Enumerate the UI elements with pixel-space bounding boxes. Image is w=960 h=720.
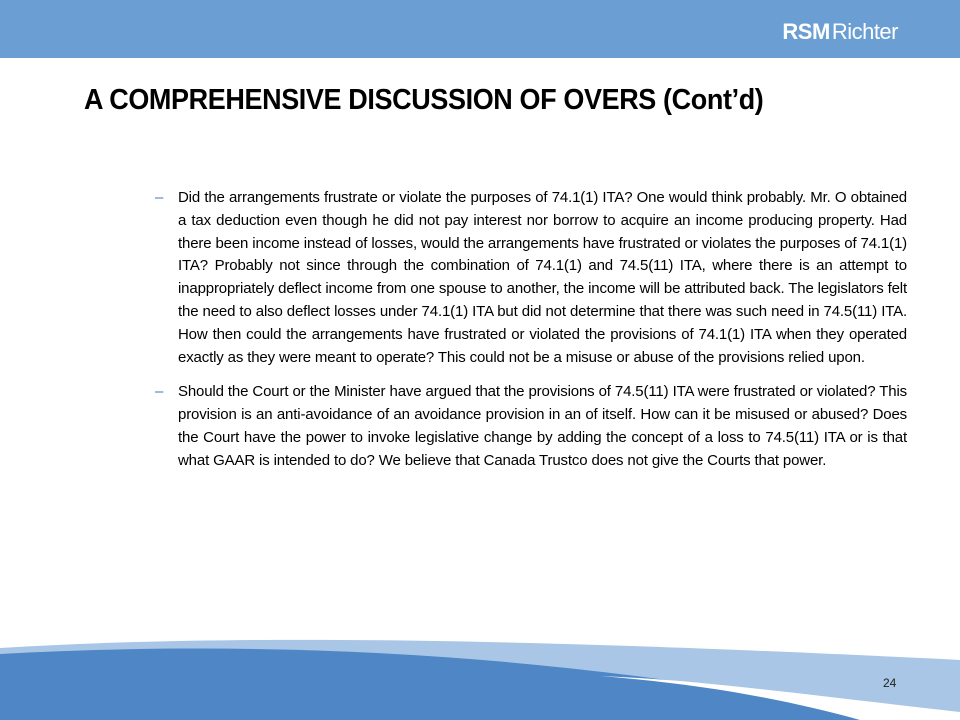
header-bar	[0, 0, 960, 58]
logo-rsm-text: RSM	[782, 19, 830, 44]
bottom-wave-decoration	[0, 610, 960, 720]
bullet-text: Should the Court or the Minister have argued that the provisions of 74.5(11) ITA were frustrated or violated? This provision is an anti-avoidance of an avoidance provision in an of itself. How can it be misused or abused? Does the Court have the power to invoke legislative change by adding the concept of a loss to 74.5(11) ITA or is that what GAAR is intended to do? We believe that Canada Trustco does not give the Courts that power.	[178, 383, 907, 469]
bullet-item	[150, 381, 907, 472]
slide-title: A COMPREHENSIVE DISCUSSION OF OVERS (Cont’d)	[84, 84, 764, 116]
bullet-text: Did the arrangements frustrate or violate the purposes of 74.1(1) ITA? One would think probably. Mr. O obtained a tax deduction even though he did not pay interest nor borrow to acquire an income producing property. Had there been income instead of losses, would the arrangements have frustrated or violates the purposes of 74.1(1) ITA? Probably not since through the combination of 74.1(1) and 74.5(11) ITA, where there is an attempt to inappropriately deflect income from one spouse to another, the income will be attributed back. The legislators felt the need to also deflect losses under 74.1(1) ITA but did not determine that there was such need in 74.5(11) ITA. How then could the arrangements have frustrated or violated the provisions of 74.1(1) ITA when they operated exactly as they were meant to operate? This could not be a misuse or abuse of the provisions relied upon.	[178, 189, 907, 366]
dash-bullet-icon: –	[155, 383, 164, 401]
bullet-item	[150, 187, 907, 369]
logo-richter-text: Richter	[831, 19, 898, 44]
bullet-list	[150, 187, 907, 485]
rsm-richter-logo	[782, 19, 898, 45]
dash-bullet-icon: –	[155, 189, 164, 206]
page-number: 24	[883, 676, 897, 690]
